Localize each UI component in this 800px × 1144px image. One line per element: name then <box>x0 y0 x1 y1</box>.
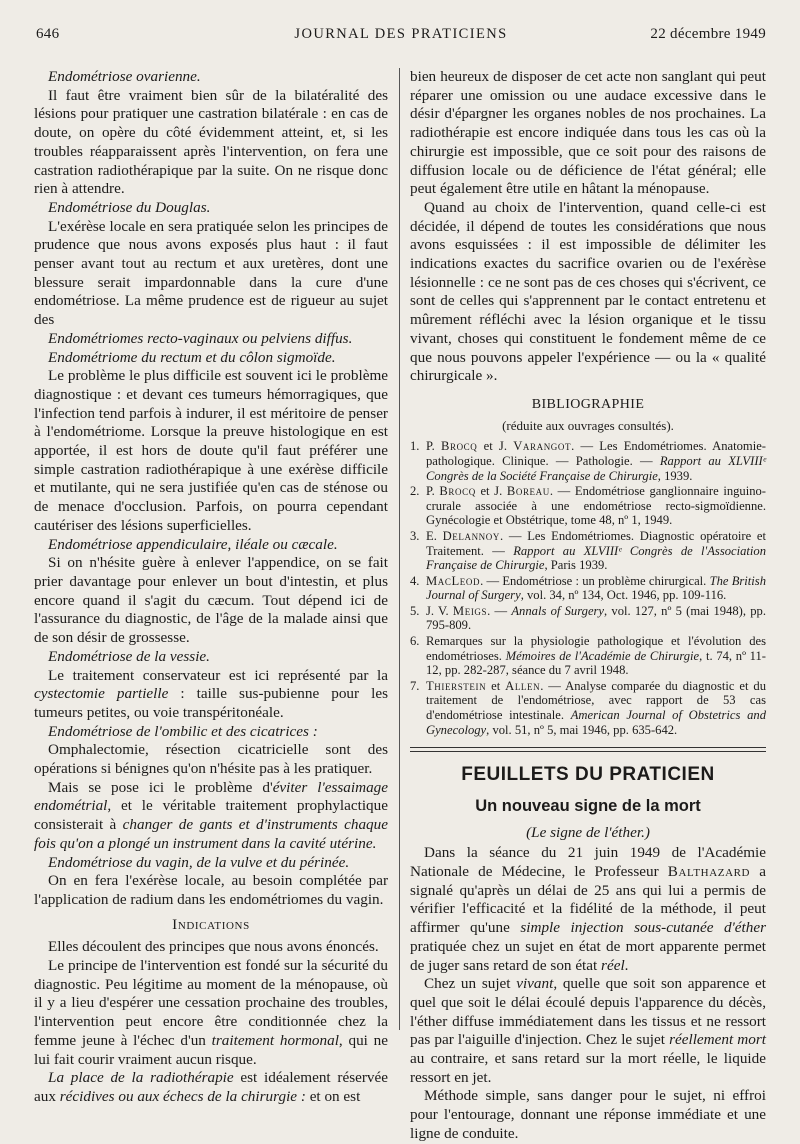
text-run-italic: éviter l'essaimage endométrial <box>34 778 388 815</box>
section-heading: Endométriose appendiculaire, iléale ou cæcale. <box>48 535 338 553</box>
section-heading: Endométriome du rectum et du côlon sigmoïde. <box>48 348 336 366</box>
article-title: Un nouveau signe de la mort <box>475 796 701 815</box>
page-number: 646 <box>36 26 60 42</box>
reference-item <box>410 679 766 737</box>
text-run: , et le véritable traitement prophylactique consisterait à <box>34 797 388 834</box>
reference-number: 6. <box>410 634 420 649</box>
reference-item <box>410 574 766 603</box>
text-run: J. V. <box>426 603 453 618</box>
paragraph: Il faut être vraiment bien sûr de la bilatéralité des lésions pour pratiquer une castration bilatérale : en cas de doute, on opère du côté évidemment atteint, et, si les troubles réapparaissent après l'intervention, on fera une castration radiothérapique par la suite. On ne risque donc rien à attendre. <box>34 86 388 198</box>
left-column <box>34 68 388 1107</box>
reference-item <box>410 604 766 633</box>
paragraph <box>410 975 766 1087</box>
author-name: Brocq <box>439 484 476 499</box>
author-name: Thierstein <box>426 678 487 693</box>
text-run: est idéalement réservée aux <box>34 1069 388 1105</box>
section-heading: Endométriomes recto-vaginaux ou pelviens diffus. <box>48 329 353 347</box>
source-title: Rapport au XLVIIIᵉ Congrès de la Société Française de Chirurgie <box>426 453 767 483</box>
paragraph: Le problème le plus difficile est souvent ici le problème diagnostique : et devant ces tumeurs hémorragiques, que l'infection tend parfois à indurer, il est méritoire de penser à l'endométriome. Lorsque la preuve histologique en est apportée, il est hors de doute qu'il faut préférer une simple castration radiothérapique à une exérèse difficile et mutilante, qui ne sera justifiée qu'en cas de sténose ou de menace d'occlusion. Parfois, on pourra cependant cautériser des lésions superficielles. <box>34 367 388 534</box>
author-name: Brocq <box>440 439 478 454</box>
reference-number: 7. <box>410 678 420 693</box>
text-run: , vol. 51, nº 5, mai 1946, pp. 635-642. <box>486 722 678 737</box>
section-heading: Endométriose du Douglas. <box>48 198 211 216</box>
reference-item <box>410 634 766 678</box>
text-run: , t. 74, nº 11-12, pp. 282-287, séance du 7 avril 1948. <box>426 648 767 678</box>
reference-number: 5. <box>410 603 420 618</box>
paragraph: bien heureux de disposer de cet acte non sanglant qui peut réparer une omission ou une audace excessive dans le désir d'épargner les organes nobles de nos prochaines. La radiothérapie est encore indiquée dans tous les cas où la chirurgie est impossible, que ce soit pour des raisons de diffusion locale ou de déficience de l'état général; elle peut également être utile en hâtant la ménopause. <box>410 68 766 198</box>
reference-number: 1. <box>410 439 420 454</box>
text-run: Dans la séance du 21 juin 1949 de l'Académie Nationale de Médecine, le Professeur <box>410 844 766 881</box>
text-run: . — Analyse comparée du diagnostic et du traitement de l'endométriose, avec rapport de 53 cas d'endométriose intestinale. <box>426 678 767 723</box>
section-heading: Endométriose du vagin, de la vulve et du périnée. <box>48 853 350 871</box>
text-run: pratiquée chez un sujet en état de mort apparente permet de juger sans retard de son état <box>410 937 766 974</box>
paragraph: Quand au choix de l'intervention, quand celle-ci est décidée, il dépend de toutes les considérations que nous avons esquissées : il est impossible de délimiter les indications exactes du sacrifice ovarien ou de l'exérèse lésionnelle : ce ne sont pas de ces choses qui s'écrivent, ce sont de celles qui s'apprennent par le contact entretenu et mûrement réfléchi avec la lésion organique et le tissu vivant, choses qui constituent le fondement même de ce que nous pouvons appeler l'expérience — ou la « qualité chirurgicale ». <box>410 198 766 385</box>
reference-number: 2. <box>410 484 420 499</box>
reference-number: 3. <box>410 528 420 543</box>
text-run: . — Endométriose : un problème chirurgical. <box>480 573 710 588</box>
text-run-italic: changer de gants et d'instruments chaque fois qu'on a plongé un instrument dans la cavité utérine. <box>34 816 388 852</box>
author-name: Balthazard <box>667 863 751 881</box>
source-title: Annals of Surgery <box>511 603 605 618</box>
text-run-italic: traitement hormonal <box>211 1031 339 1049</box>
column-divider <box>399 68 400 1030</box>
indications-heading: Indications <box>172 915 250 933</box>
paragraph: Méthode simple, sans danger pour le sujet, ni effroi pour l'entourage, donnant une réponse immédiate et une ligne de conduite. <box>410 1087 766 1142</box>
text-run: Le principe de l'intervention est fondé sur la sécurité du diagnostic. Peu légitime au moment de la ménopause, où il y a lieu d'espérer une cessation prochaine des troubles, l'intervention peut encore être conditionnée chez la femme jeune à l'échec d'un <box>34 957 388 1049</box>
text-run: , quelle que soit son apparence et quel que soit le délai écoulé depuis l'apparence du décès, l'éther diffuse immédiatement dans les tissus et ne ressort pas par l'aiguille d'injection. Chez le sujet <box>410 975 766 1049</box>
paragraph: Si on n'hésite guère à enlever l'appendice, on se fait prier davantage pour enlever un bout d'intestin, et plus encore quand il s'agit du cæcum. Tout dépend ici de l'assurance du diagnostic, de l'âge de la malade ainsi que de son désir de grossesse. <box>34 554 388 647</box>
article-subtitle: (Le signe de l'éther.) <box>526 823 650 841</box>
feuillets-title: FEUILLETS DU PRATICIEN <box>461 764 715 786</box>
author-name: Allen <box>505 678 541 693</box>
issue-date: 22 décembre 1949 <box>650 26 766 42</box>
reference-item <box>410 439 766 483</box>
text-run: . <box>624 956 629 974</box>
reference-number: 4. <box>410 573 420 588</box>
paragraph <box>410 844 766 975</box>
page-header <box>36 26 766 46</box>
paragraph <box>34 779 388 854</box>
text-run: . — Les Endométriomes. Anatomie-pathologique. Clinique. — Pathologie. — <box>426 439 766 468</box>
text-run: , qui ne lui fait courir vraiment aucun risque. <box>34 1031 388 1068</box>
text-run-italic: réel <box>601 956 625 974</box>
text-run: Remarques sur la physiologie pathologique et l'évolution des endométrioses. <box>426 634 766 663</box>
source-title: Rapport au XLVIIIᵉ Congrès de l'Association Française de Chirurgie <box>426 543 766 573</box>
section-divider <box>410 747 766 752</box>
source-title: American Journal of Obstetrics and Gynecology <box>426 708 766 737</box>
text-run: au contraire, et sans retard sur la mort réelle, le liquide ressort en jet. <box>410 1050 766 1086</box>
paragraph <box>34 667 388 723</box>
text-run: , 1939. <box>657 468 693 483</box>
text-run: Chez un sujet <box>424 975 517 993</box>
text-run: P. <box>426 439 441 454</box>
text-run: Mais se pose ici le problème d' <box>48 778 273 796</box>
section-heading: Endométriose ovarienne. <box>48 68 201 85</box>
text-run: , vol. 34, nº 134, Oct. 1946, pp. 109-116. <box>520 588 727 603</box>
text-run-italic: vivant <box>516 975 554 993</box>
paragraph: On en fera l'exérèse locale, au besoin complétée par l'application de radium dans les endométriomes du vagin. <box>34 872 388 908</box>
reference-item <box>410 484 766 528</box>
text-run: a signalé qu'après un délai de 25 ans qui lui a permis de vérifier l'efficacité et la fidélité de la méthode, il peut affirmer qu'une <box>410 863 766 937</box>
author-name: Varangot <box>513 439 572 454</box>
text-run: et J. <box>475 484 507 499</box>
journal-title: JOURNAL DES PRATICIENS <box>294 26 508 42</box>
text-run: . — <box>487 603 512 618</box>
text-run-italic: réellement mort <box>669 1031 766 1049</box>
section-heading: Endométriose de l'ombilic et des cicatrices : <box>48 722 318 740</box>
paragraph: Elles découlent des principes que nous avons énoncés. <box>48 938 379 956</box>
text-run: P. <box>426 484 440 499</box>
paragraph <box>34 957 388 1069</box>
text-run-italic: récidives ou aux échecs de la chirurgie : <box>59 1087 306 1105</box>
paragraph: L'exérèse locale en sera pratiquée selon les principes de prudence que nous avons exposés plus haut : il faut penser avant tout au rectum et aux uretères, dont une blessure serait impardonnable dans la cure d'une endométriose. La même prudence est de rigueur au sujet des <box>34 217 388 329</box>
text-run: , vol. 127, nº 5 (mai 1948), pp. 795-809. <box>426 603 766 633</box>
source-title: Mémoires de l'Académie de Chirurgie <box>505 648 700 663</box>
text-run: et on est <box>305 1087 361 1105</box>
text-run-italic: cystectomie partielle <box>34 685 169 703</box>
author-name: MacLeod <box>426 573 481 588</box>
bibliography-subtitle: (réduite aux ouvrages consultés). <box>502 417 674 433</box>
section-heading: Endométriose de la vessie. <box>48 647 210 665</box>
bibliography-title: BIBLIOGRAPHIE <box>531 396 645 412</box>
bibliography-list <box>410 439 766 737</box>
text-run: , Paris 1939. <box>544 558 608 573</box>
author-name: Delannoy <box>442 528 500 543</box>
text-run: et <box>486 678 506 693</box>
author-name: Meigs <box>452 603 488 618</box>
reference-item <box>410 529 766 573</box>
text-run: . — Les Endométriomes. Diagnostic opératoire et Traitement. — <box>426 528 766 558</box>
text-run: E. <box>426 528 443 543</box>
text-run: . — Endométriose ganglionnaire inguino-crurale associée à une endométriose recto-sigmoïdienne. Gynécologie et Obstétrique, tome 48, nº 1, 1949. <box>426 484 767 528</box>
text-run: Le traitement conservateur est ici représenté par la <box>48 666 388 684</box>
source-title: The British Journal of Surgery <box>426 573 766 603</box>
author-name: Boreau <box>506 484 550 499</box>
paragraph: Omphalectomie, résection cicatricielle sont des opérations si bénignes qu'on n'hésite pas à les pratiquer. <box>34 741 388 778</box>
text-run: : taille sus-pubienne pour les tumeurs petites, ou voie transpéritonéale. <box>34 685 388 721</box>
right-column <box>410 68 766 1144</box>
paragraph <box>34 1069 388 1106</box>
text-run-italic: simple injection sous-cutanée d'éther <box>520 919 766 937</box>
text-run-italic: La place de la radiothérapie <box>48 1069 234 1087</box>
text-run: et J. <box>477 439 514 454</box>
